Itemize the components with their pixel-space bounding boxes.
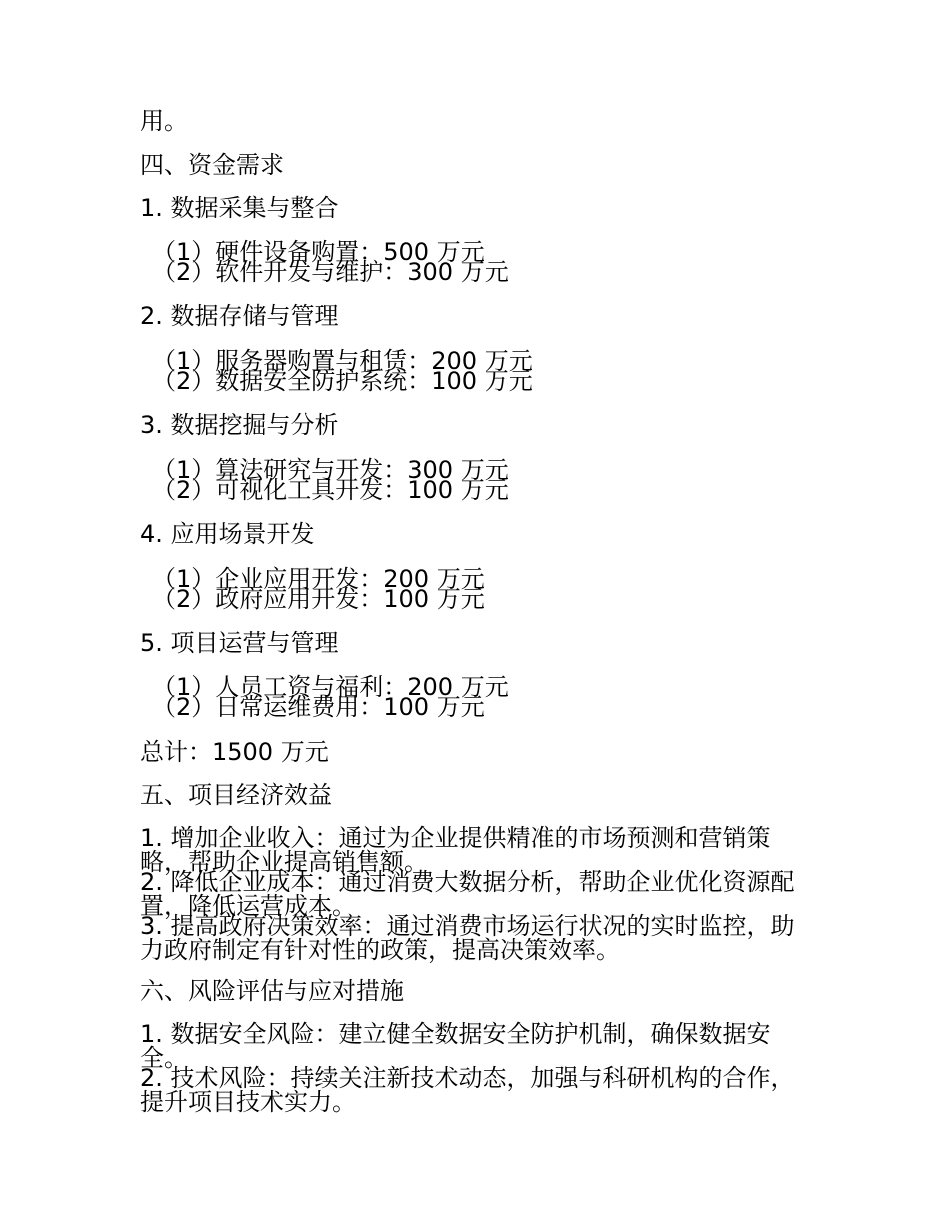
sub-item-salaries: （1）人员工资与福利：200 万元 <box>152 673 509 701</box>
item-heading-data-storage: 2. 数据存储与管理 <box>140 302 339 330</box>
sub-item-security-system: （2）数据安全防护系统：100 万元 <box>152 367 533 395</box>
risk-item-data-security: 1. 数据安全风险：建立健全数据安全防护机制，确保数据安全。 <box>140 1020 771 1072</box>
text-line-continuation: 用。 <box>140 107 188 135</box>
item-heading-operations: 5. 项目运营与管理 <box>140 629 339 657</box>
item-heading-data-mining: 3. 数据挖掘与分析 <box>140 411 339 439</box>
sub-item-government-app: （2）政府应用开发：100 万元 <box>152 585 485 613</box>
benefit-item-government: 3. 提高政府决策效率：通过消费市场运行状况的实时监控，助力政府制定有针对性的政策，提高决策效率。 <box>140 912 795 964</box>
benefit-item-revenue: 1. 增加企业收入：通过为企业提供精准的市场预测和营销策略，帮助企业提高销售额。 <box>140 824 771 876</box>
item-heading-data-collection: 1. 数据采集与整合 <box>140 194 339 222</box>
sub-item-software: （2）软件开发与维护：300 万元 <box>152 258 509 286</box>
total-line: 总计：1500 万元 <box>140 738 329 766</box>
sub-item-algorithm: （1）算法研究与开发：300 万元 <box>152 456 509 484</box>
item-heading-applications: 4. 应用场景开发 <box>140 520 315 548</box>
section-heading-funding: 四、资金需求 <box>140 151 284 179</box>
risk-item-technical: 2. 技术风险：持续关注新技术动态，加强与科研机构的合作，提升项目技术实力。 <box>140 1064 795 1116</box>
section-heading-risks: 六、风险评估与应对措施 <box>140 977 404 1005</box>
sub-item-maintenance: （2）日常运维费用：100 万元 <box>152 693 485 721</box>
section-heading-benefits: 五、项目经济效益 <box>140 781 332 809</box>
sub-item-enterprise-app: （1）企业应用开发：200 万元 <box>152 565 485 593</box>
benefit-item-cost: 2. 降低企业成本：通过消费大数据分析，帮助企业优化资源配置，降低运营成本。 <box>140 868 795 920</box>
sub-item-servers: （1）服务器购置与租赁：200 万元 <box>152 347 533 375</box>
sub-item-hardware: （1）硬件设备购置：500 万元 <box>152 238 485 266</box>
sub-item-visualization: （2）可视化工具开发：100 万元 <box>152 476 509 504</box>
